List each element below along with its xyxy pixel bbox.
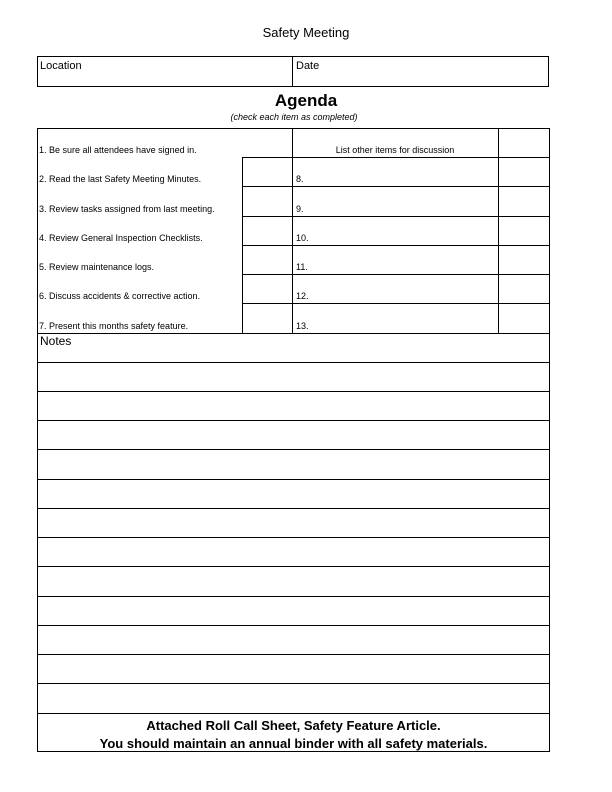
- agenda-item: 7. Present this months safety feature.: [39, 321, 189, 331]
- page-title: Safety Meeting: [262, 25, 350, 40]
- agenda-row-line: [242, 303, 550, 304]
- notes-line: [37, 713, 550, 714]
- agenda-item: 6. Discuss accidents & corrective action.: [39, 291, 201, 301]
- agenda-row-line: [242, 216, 550, 217]
- agenda-notes-table: [37, 128, 550, 752]
- agenda-item: 5. Review maintenance logs.: [39, 262, 155, 272]
- notes-line: [37, 420, 550, 421]
- notes-line: [37, 596, 550, 597]
- notes-label: Notes: [40, 334, 72, 348]
- notes-line: [37, 508, 550, 509]
- date-label: Date: [296, 60, 320, 72]
- other-item: 11.: [296, 262, 308, 272]
- agenda-row-line: [242, 245, 550, 246]
- location-date-row: [37, 56, 549, 87]
- notes-line: [37, 449, 550, 450]
- location-date-divider: [292, 57, 293, 86]
- footer-line-1: Attached Roll Call Sheet, Safety Feature Article.: [146, 718, 441, 733]
- notes-line: [37, 391, 550, 392]
- notes-line: [37, 479, 550, 480]
- other-item: 10.: [296, 233, 309, 243]
- other-item: 13.: [296, 321, 309, 331]
- agenda-item: 3. Review tasks assigned from last meeting.: [39, 204, 215, 214]
- other-item: 12.: [296, 291, 309, 301]
- other-item: 8.: [296, 174, 304, 184]
- notes-line: [37, 683, 550, 684]
- notes-line: [37, 566, 550, 567]
- notes-line: [37, 625, 550, 626]
- agenda-item: 4. Review General Inspection Checklists.: [39, 233, 203, 243]
- notes-line: [37, 362, 550, 363]
- other-item: 9.: [296, 204, 304, 214]
- agenda-item: 2. Read the last Safety Meeting Minutes.: [39, 174, 202, 184]
- agenda-title: Agenda: [274, 91, 338, 110]
- agenda-item: 1. Be sure all attendees have signed in.: [39, 145, 197, 155]
- agenda-row-line: [242, 157, 292, 158]
- location-label: Location: [40, 60, 82, 72]
- footer-line-2: You should maintain an annual binder with all safety materials.: [99, 736, 488, 751]
- agenda-row-line: [242, 186, 550, 187]
- agenda-row-line: [292, 157, 550, 158]
- notes-line: [37, 537, 550, 538]
- agenda-subtitle: (check each item as completed): [230, 112, 358, 122]
- agenda-row-line: [242, 274, 550, 275]
- notes-line: [37, 654, 550, 655]
- other-items-header: List other items for discussion: [335, 145, 455, 155]
- agenda-bottom-line: [37, 333, 550, 334]
